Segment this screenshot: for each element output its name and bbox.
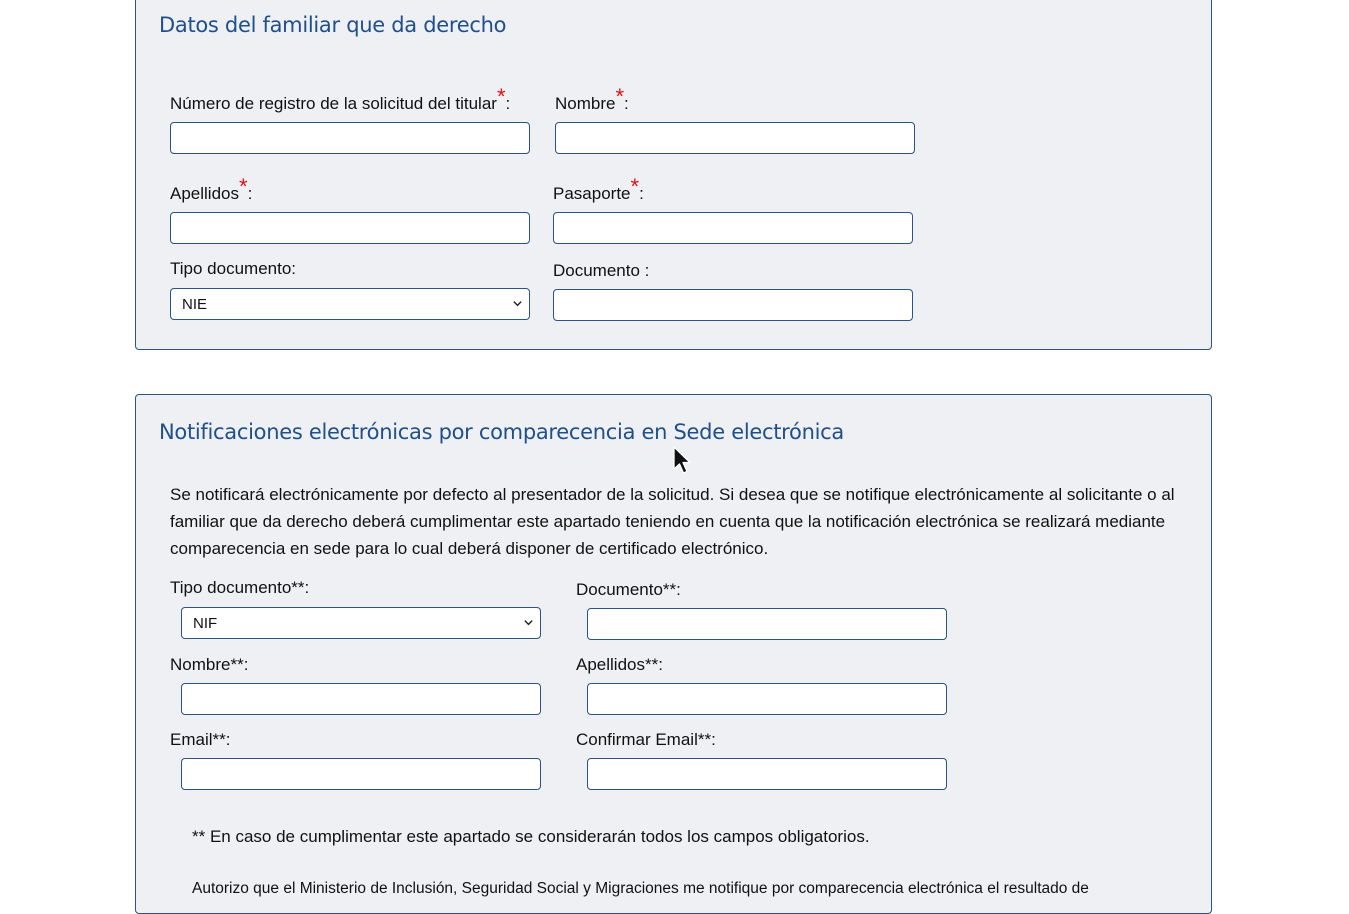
documento-label: Documento :: [553, 261, 650, 280]
notif-documento-label: Documento**:: [576, 580, 681, 599]
tipo-documento-select[interactable]: [170, 288, 530, 320]
notif-tipo-documento-selected: NIF: [193, 615, 218, 632]
family-data-panel: [135, 0, 1212, 350]
notif-tipo-documento-select[interactable]: [181, 607, 541, 639]
required-marker: *: [496, 84, 506, 109]
required-marker: *: [239, 174, 248, 199]
chevron-down-icon: [523, 617, 534, 628]
notif-email-input[interactable]: [181, 758, 541, 790]
registro-label: Número de registro de la solicitud del titular*:: [170, 84, 511, 113]
tipo-documento-label: Tipo documento:: [170, 259, 296, 278]
notif-tipo-documento-label: Tipo documento**:: [170, 578, 310, 597]
mouse-pointer-icon: [673, 446, 693, 476]
nombre-label: Nombre*:: [555, 84, 629, 113]
nombre-input[interactable]: [555, 122, 915, 154]
authorization-text: Autorizo que el Ministerio de Inclusión, Seguridad Social y Migraciones me notifique por comparecencia electrónica el resultado de: [192, 880, 1089, 897]
chevron-down-icon: [512, 298, 523, 309]
notifications-section-title: Notificaciones electrónicas por comparecencia en Sede electrónica: [159, 420, 844, 444]
required-marker: *: [615, 84, 625, 109]
notif-confirmar-email-label: Confirmar Email**:: [576, 730, 716, 749]
documento-input[interactable]: [553, 289, 913, 321]
notif-apellidos-input[interactable]: [587, 683, 947, 715]
notif-apellidos-label: Apellidos**:: [576, 655, 663, 674]
notif-documento-input[interactable]: [587, 608, 947, 640]
notif-email-label: Email**:: [170, 730, 231, 749]
notif-nombre-input[interactable]: [181, 683, 541, 715]
apellidos-input[interactable]: [170, 212, 530, 244]
apellidos-label: Apellidos*:: [170, 174, 253, 203]
tipo-documento-selected: NIE: [182, 296, 208, 313]
registro-input[interactable]: [170, 122, 530, 154]
required-fields-note: ** En caso de cumplimentar este apartado se considerarán todos los campos obligatorios.: [192, 827, 870, 846]
pasaporte-input[interactable]: [553, 212, 913, 244]
family-section-title: Datos del familiar que da derecho: [159, 13, 507, 37]
notifications-intro-text: Se notificará electrónicamente por defecto al presentador de la solicitud. Si desea que se notifique electrónicamente al solicitante o al familiar que da derecho deberá cumplimentar este apartado teniendo en cuenta que la notificación electrónica se realizará mediante comparecencia en sede para lo cual deberá disponer de certificado electrónico.: [170, 485, 1175, 558]
notif-confirmar-email-input[interactable]: [587, 758, 947, 790]
notif-nombre-label: Nombre**:: [170, 655, 249, 674]
required-marker: *: [630, 174, 640, 199]
pasaporte-label: Pasaporte*:: [553, 174, 644, 203]
